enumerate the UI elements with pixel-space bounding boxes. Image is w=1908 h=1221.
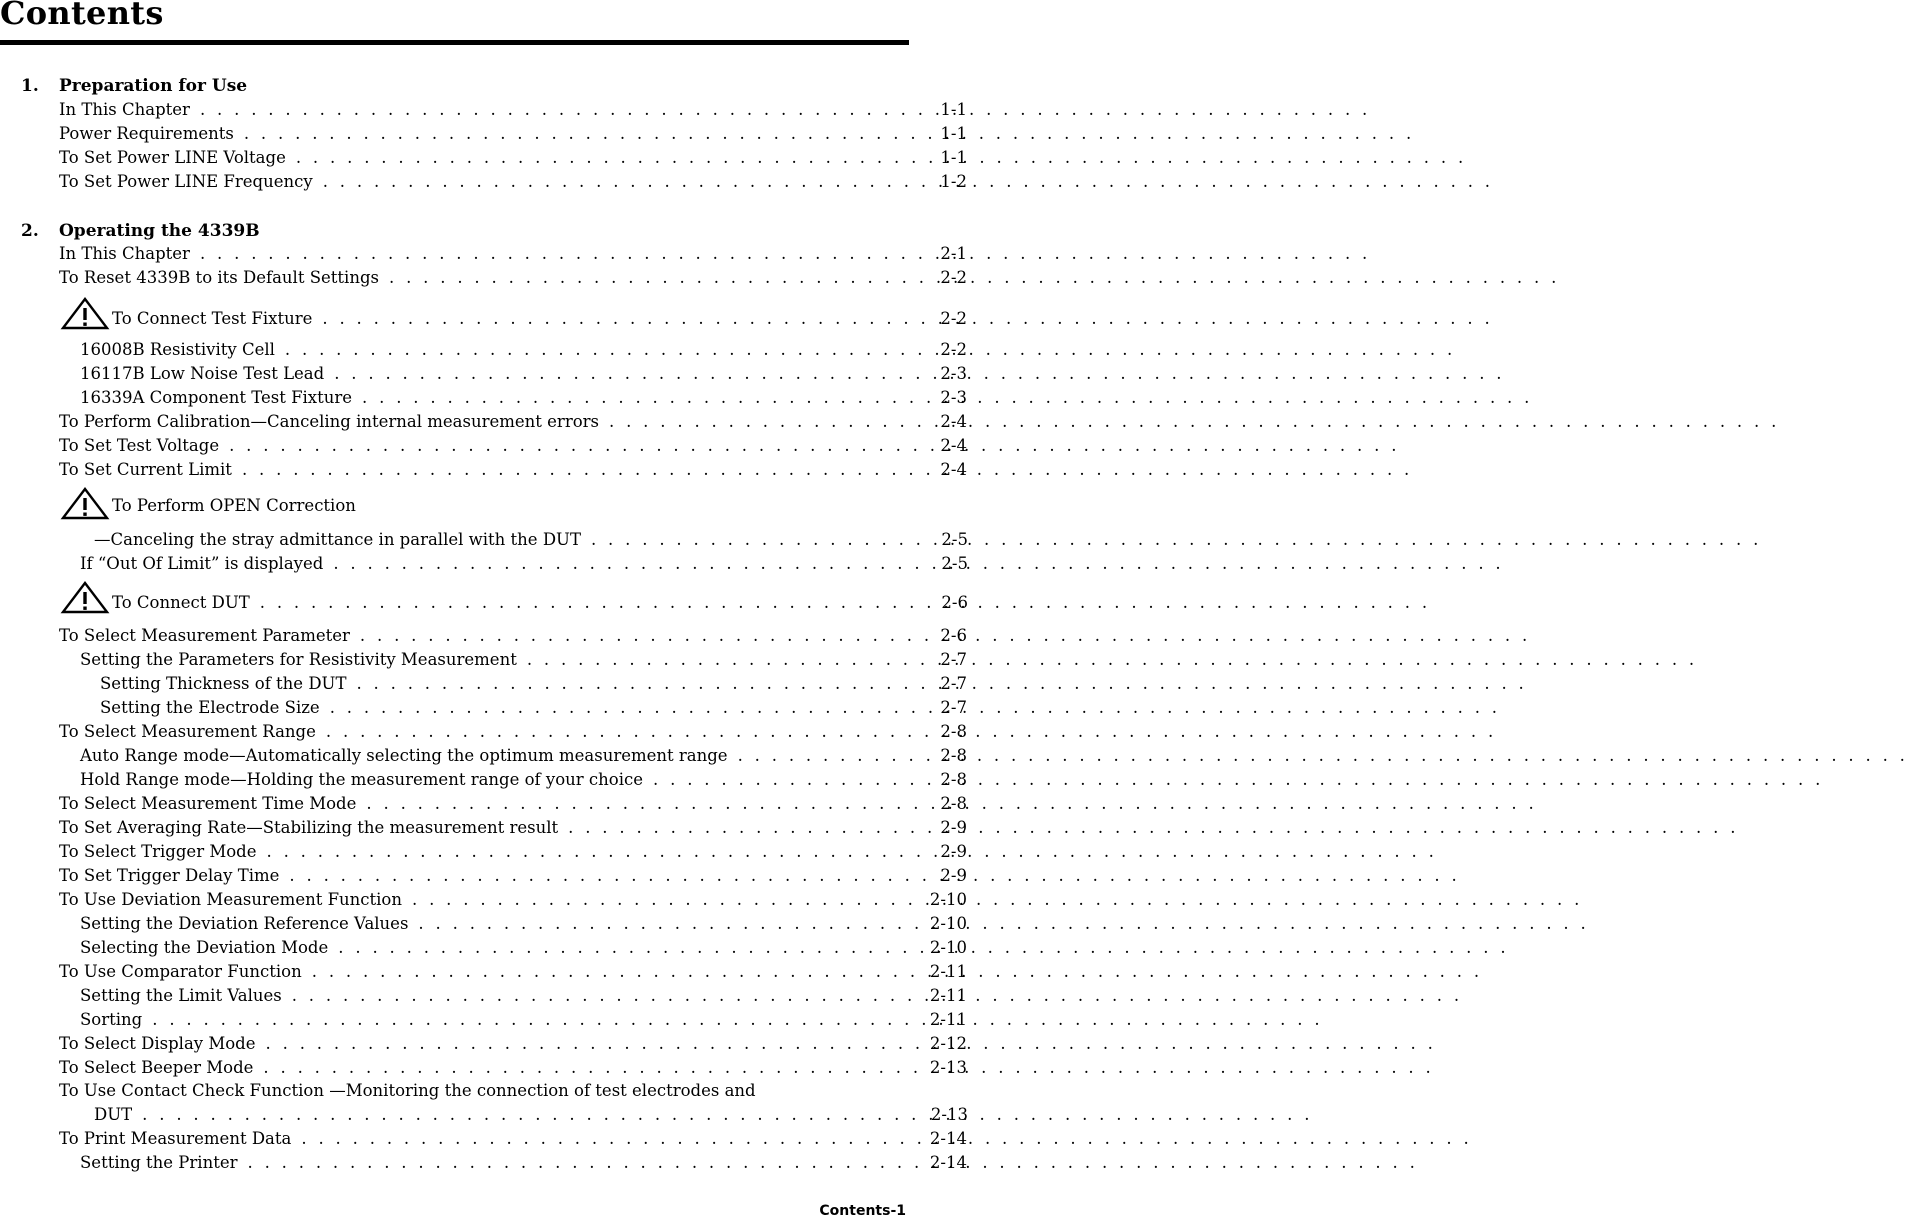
toc-entry-label: To Reset 4339B to its Default Settings — [59, 268, 379, 287]
toc-entry[interactable] — [80, 1152, 967, 1174]
toc-entry-label: —Canceling the stray admittance in parallel with the DUT — [94, 530, 581, 549]
toc-entry-page: 2-11 — [929, 1010, 967, 1029]
dot-leader — [591, 529, 1762, 551]
toc-entry-page: 2-4 — [940, 436, 967, 455]
page-footer: Contents-1 — [819, 1203, 906, 1219]
toc-entry-page: 2-9 — [940, 818, 967, 837]
toc-entry-page: 1-1 — [940, 100, 967, 119]
dot-leader — [200, 99, 1371, 121]
chapter-title: Operating the 4339B — [59, 221, 260, 241]
toc-entry-label: To Set Averaging Rate—Stabilizing the measurement result — [59, 818, 559, 837]
dot-leader — [242, 459, 1413, 481]
dot-leader — [200, 243, 1371, 265]
toc-entry-page: 2-11 — [929, 962, 967, 981]
toc-entry-label: Power Requirements — [59, 124, 234, 143]
toc-entry[interactable] — [94, 1104, 968, 1126]
dot-leader — [527, 649, 1698, 671]
toc-entry-label: To Select Measurement Parameter — [59, 626, 350, 645]
toc-entry[interactable] — [59, 1057, 967, 1079]
dot-leader — [292, 985, 1463, 1007]
chapter-heading-1[interactable] — [21, 75, 247, 97]
toc-entry-label: 16339A Component Test Fixture — [80, 388, 353, 407]
toc-entry[interactable] — [59, 171, 967, 193]
toc-entry[interactable] — [59, 793, 967, 815]
toc-entry-label: To Perform Calibration—Canceling internal measurement errors — [59, 412, 599, 431]
toc-entry-label: In This Chapter — [59, 244, 190, 263]
page-title: Contents — [0, 0, 164, 32]
toc-entry-label: In This Chapter — [59, 100, 190, 119]
toc-entry[interactable] — [59, 1080, 849, 1102]
toc-entry-label: To Set Power LINE Frequency — [59, 172, 313, 191]
dot-leader — [229, 435, 1400, 457]
toc-entry-label: Sorting — [80, 1010, 143, 1029]
chapter-number: 2. — [21, 221, 39, 241]
toc-entry[interactable] — [59, 865, 967, 887]
toc-entry-label: Hold Range mode—Holding the measurement range of your choice — [80, 770, 644, 789]
toc-entry[interactable] — [59, 243, 967, 265]
toc-entry-label: To Use Deviation Measurement Function — [59, 890, 402, 909]
toc-entry[interactable] — [59, 99, 967, 121]
toc-entry-page: 2-10 — [929, 890, 967, 909]
toc-entry-page: 2-14 — [929, 1153, 967, 1172]
dot-leader — [266, 841, 1437, 863]
toc-entry-page: 2-1 — [940, 244, 967, 263]
toc-entry[interactable] — [59, 625, 967, 647]
chapter-title: Preparation for Use — [59, 76, 248, 96]
toc-entry-label: To Print Measurement Data — [59, 1129, 292, 1148]
dot-leader — [609, 411, 1780, 433]
toc-entry-page: 2-3 — [940, 364, 967, 383]
dot-leader — [244, 123, 1415, 145]
toc-entry-page: 2-13 — [929, 1058, 967, 1077]
dot-leader — [289, 865, 1460, 887]
toc-entry-label: 16117B Low Noise Test Lead — [80, 364, 325, 383]
toc-entry-label: If “Out Of Limit” is displayed — [80, 554, 324, 573]
warning-icon — [60, 580, 110, 614]
toc-entry-page: 1-1 — [940, 148, 967, 167]
toc-entry[interactable] — [59, 147, 967, 169]
toc-entry-label: Setting the Electrode Size — [100, 698, 320, 717]
toc-entry-warning[interactable] — [112, 592, 968, 614]
toc-entry-page: 2-4 — [940, 460, 967, 479]
toc-entry[interactable] — [59, 435, 967, 457]
toc-entry[interactable] — [59, 459, 967, 481]
dot-leader — [568, 817, 1739, 839]
toc-entry-label: To Connect DUT — [112, 593, 250, 612]
toc-entry-label: To Select Measurement Time Mode — [59, 794, 357, 813]
toc-entry-page: 2-10 — [929, 914, 967, 933]
toc-entry-label: 16008B Resistivity Cell — [80, 340, 275, 359]
toc-entry-page: 2-10 — [929, 938, 967, 957]
toc-entry-page: 2-9 — [940, 866, 967, 885]
toc-entry[interactable] — [80, 769, 967, 791]
toc-entry[interactable] — [94, 529, 968, 551]
dot-leader — [260, 592, 1431, 614]
dot-leader — [312, 961, 1483, 983]
toc-entry[interactable] — [100, 697, 967, 719]
toc-entry-label: To Connect Test Fixture — [112, 309, 313, 328]
toc-entry[interactable] — [80, 913, 967, 935]
dot-leader — [301, 1128, 1472, 1150]
toc-entry[interactable] — [80, 745, 967, 767]
toc-entry-page: 2-4 — [940, 412, 967, 431]
toc-entry-page: 2-11 — [929, 986, 967, 1005]
toc-entry[interactable] — [59, 411, 967, 433]
toc-entry-label: To Set Current Limit — [59, 460, 232, 479]
toc-entry-label: Setting the Limit Values — [80, 986, 282, 1005]
toc-entry-page: 2-13 — [930, 1105, 968, 1124]
toc-entry[interactable] — [59, 721, 967, 743]
toc-entry-page: 2-7 — [940, 674, 967, 693]
toc-entry-page: 2-8 — [940, 722, 967, 741]
chapter-heading-2[interactable] — [21, 220, 260, 242]
toc-entry[interactable] — [80, 363, 967, 385]
toc-entry[interactable] — [80, 985, 967, 1007]
dot-leader — [263, 1057, 1434, 1079]
toc-entry[interactable] — [59, 267, 967, 289]
toc-entry-page: 1-1 — [940, 124, 967, 143]
toc-entry-warning[interactable] — [112, 495, 830, 517]
toc-entry-page: 2-8 — [940, 746, 967, 765]
toc-entry[interactable] — [80, 339, 967, 361]
toc-entry-page: 2-7 — [940, 698, 967, 717]
toc-entry-page: 2-2 — [940, 309, 967, 328]
warning-icon — [60, 296, 110, 330]
toc-entry[interactable] — [59, 123, 967, 145]
toc-entry-page: 1-2 — [940, 172, 967, 191]
toc-entry-page: 2-5 — [941, 554, 968, 573]
toc-entry-page: 2-8 — [940, 770, 967, 789]
toc-entry-label: To Use Comparator Function — [59, 962, 302, 981]
toc-entry-warning[interactable] — [112, 308, 967, 330]
dot-leader — [412, 889, 1583, 911]
toc-entry[interactable] — [59, 817, 967, 839]
dot-leader — [266, 1033, 1437, 1055]
toc-entry-label: To Select Trigger Mode — [59, 842, 257, 861]
chapter-number: 1. — [21, 76, 39, 96]
toc-entry[interactable] — [100, 673, 967, 695]
toc-entry-label: To Select Measurement Range — [59, 722, 316, 741]
warning-icon — [60, 486, 110, 520]
toc-entry-label: To Set Power LINE Voltage — [59, 148, 286, 167]
toc-entry-label: Auto Range mode—Automatically selecting the optimum measurement range — [80, 746, 728, 765]
toc-entry-label: To Use Contact Check Function —Monitoring the connection of test electrodes and — [59, 1081, 756, 1100]
toc-entry-label: Setting the Parameters for Resistivity Measurement — [80, 650, 517, 669]
toc-entry-page: 2-7 — [940, 650, 967, 669]
toc-entry[interactable] — [59, 889, 967, 911]
toc-entry-label: Setting the Deviation Reference Values — [80, 914, 409, 933]
toc-entry[interactable] — [80, 649, 967, 671]
dot-leader — [152, 1009, 1323, 1031]
dot-leader — [247, 1152, 1418, 1174]
toc-entry-label: To Select Beeper Mode — [59, 1058, 254, 1077]
toc-entry-page: 2-2 — [940, 340, 967, 359]
toc-entry-page: 2-9 — [940, 842, 967, 861]
toc-entry[interactable] — [80, 1009, 967, 1031]
toc-entry-page: 2-8 — [940, 794, 967, 813]
toc-entry-label: Selecting the Deviation Mode — [80, 938, 329, 957]
toc-entry-page: 2-6 — [940, 626, 967, 645]
toc-entry[interactable] — [80, 387, 967, 409]
toc-entry[interactable] — [80, 937, 967, 959]
dot-leader — [142, 1104, 1313, 1126]
dot-leader — [653, 769, 1824, 791]
toc-entry[interactable] — [59, 961, 967, 983]
toc-entry-page: 2-14 — [929, 1129, 967, 1148]
toc-entry-label: To Set Trigger Delay Time — [59, 866, 280, 885]
toc-entry-label: To Select Display Mode — [59, 1034, 256, 1053]
toc-entry-label: Setting the Printer — [80, 1153, 238, 1172]
toc-entry[interactable] — [59, 1033, 967, 1055]
toc-entry[interactable] — [80, 553, 968, 575]
dot-leader — [285, 339, 1456, 361]
toc-entry[interactable] — [59, 841, 967, 863]
toc-entry-page: 2-12 — [929, 1034, 967, 1053]
dot-leader — [389, 267, 1560, 289]
dot-leader — [296, 147, 1467, 169]
toc-entry[interactable] — [59, 1128, 967, 1150]
toc-entry-label: To Perform OPEN Correction — [112, 496, 356, 515]
toc-entry-page: 2-2 — [940, 268, 967, 287]
toc-entry-label: Setting Thickness of the DUT — [100, 674, 347, 693]
toc-entry-page: 2-5 — [941, 530, 968, 549]
toc-entry-label: To Set Test Voltage — [59, 436, 220, 455]
toc-entry-page: 2-3 — [940, 388, 967, 407]
dot-leader — [418, 913, 1589, 935]
toc-entry-label: DUT — [94, 1105, 133, 1124]
toc-entry-page: 2-6 — [941, 593, 968, 612]
